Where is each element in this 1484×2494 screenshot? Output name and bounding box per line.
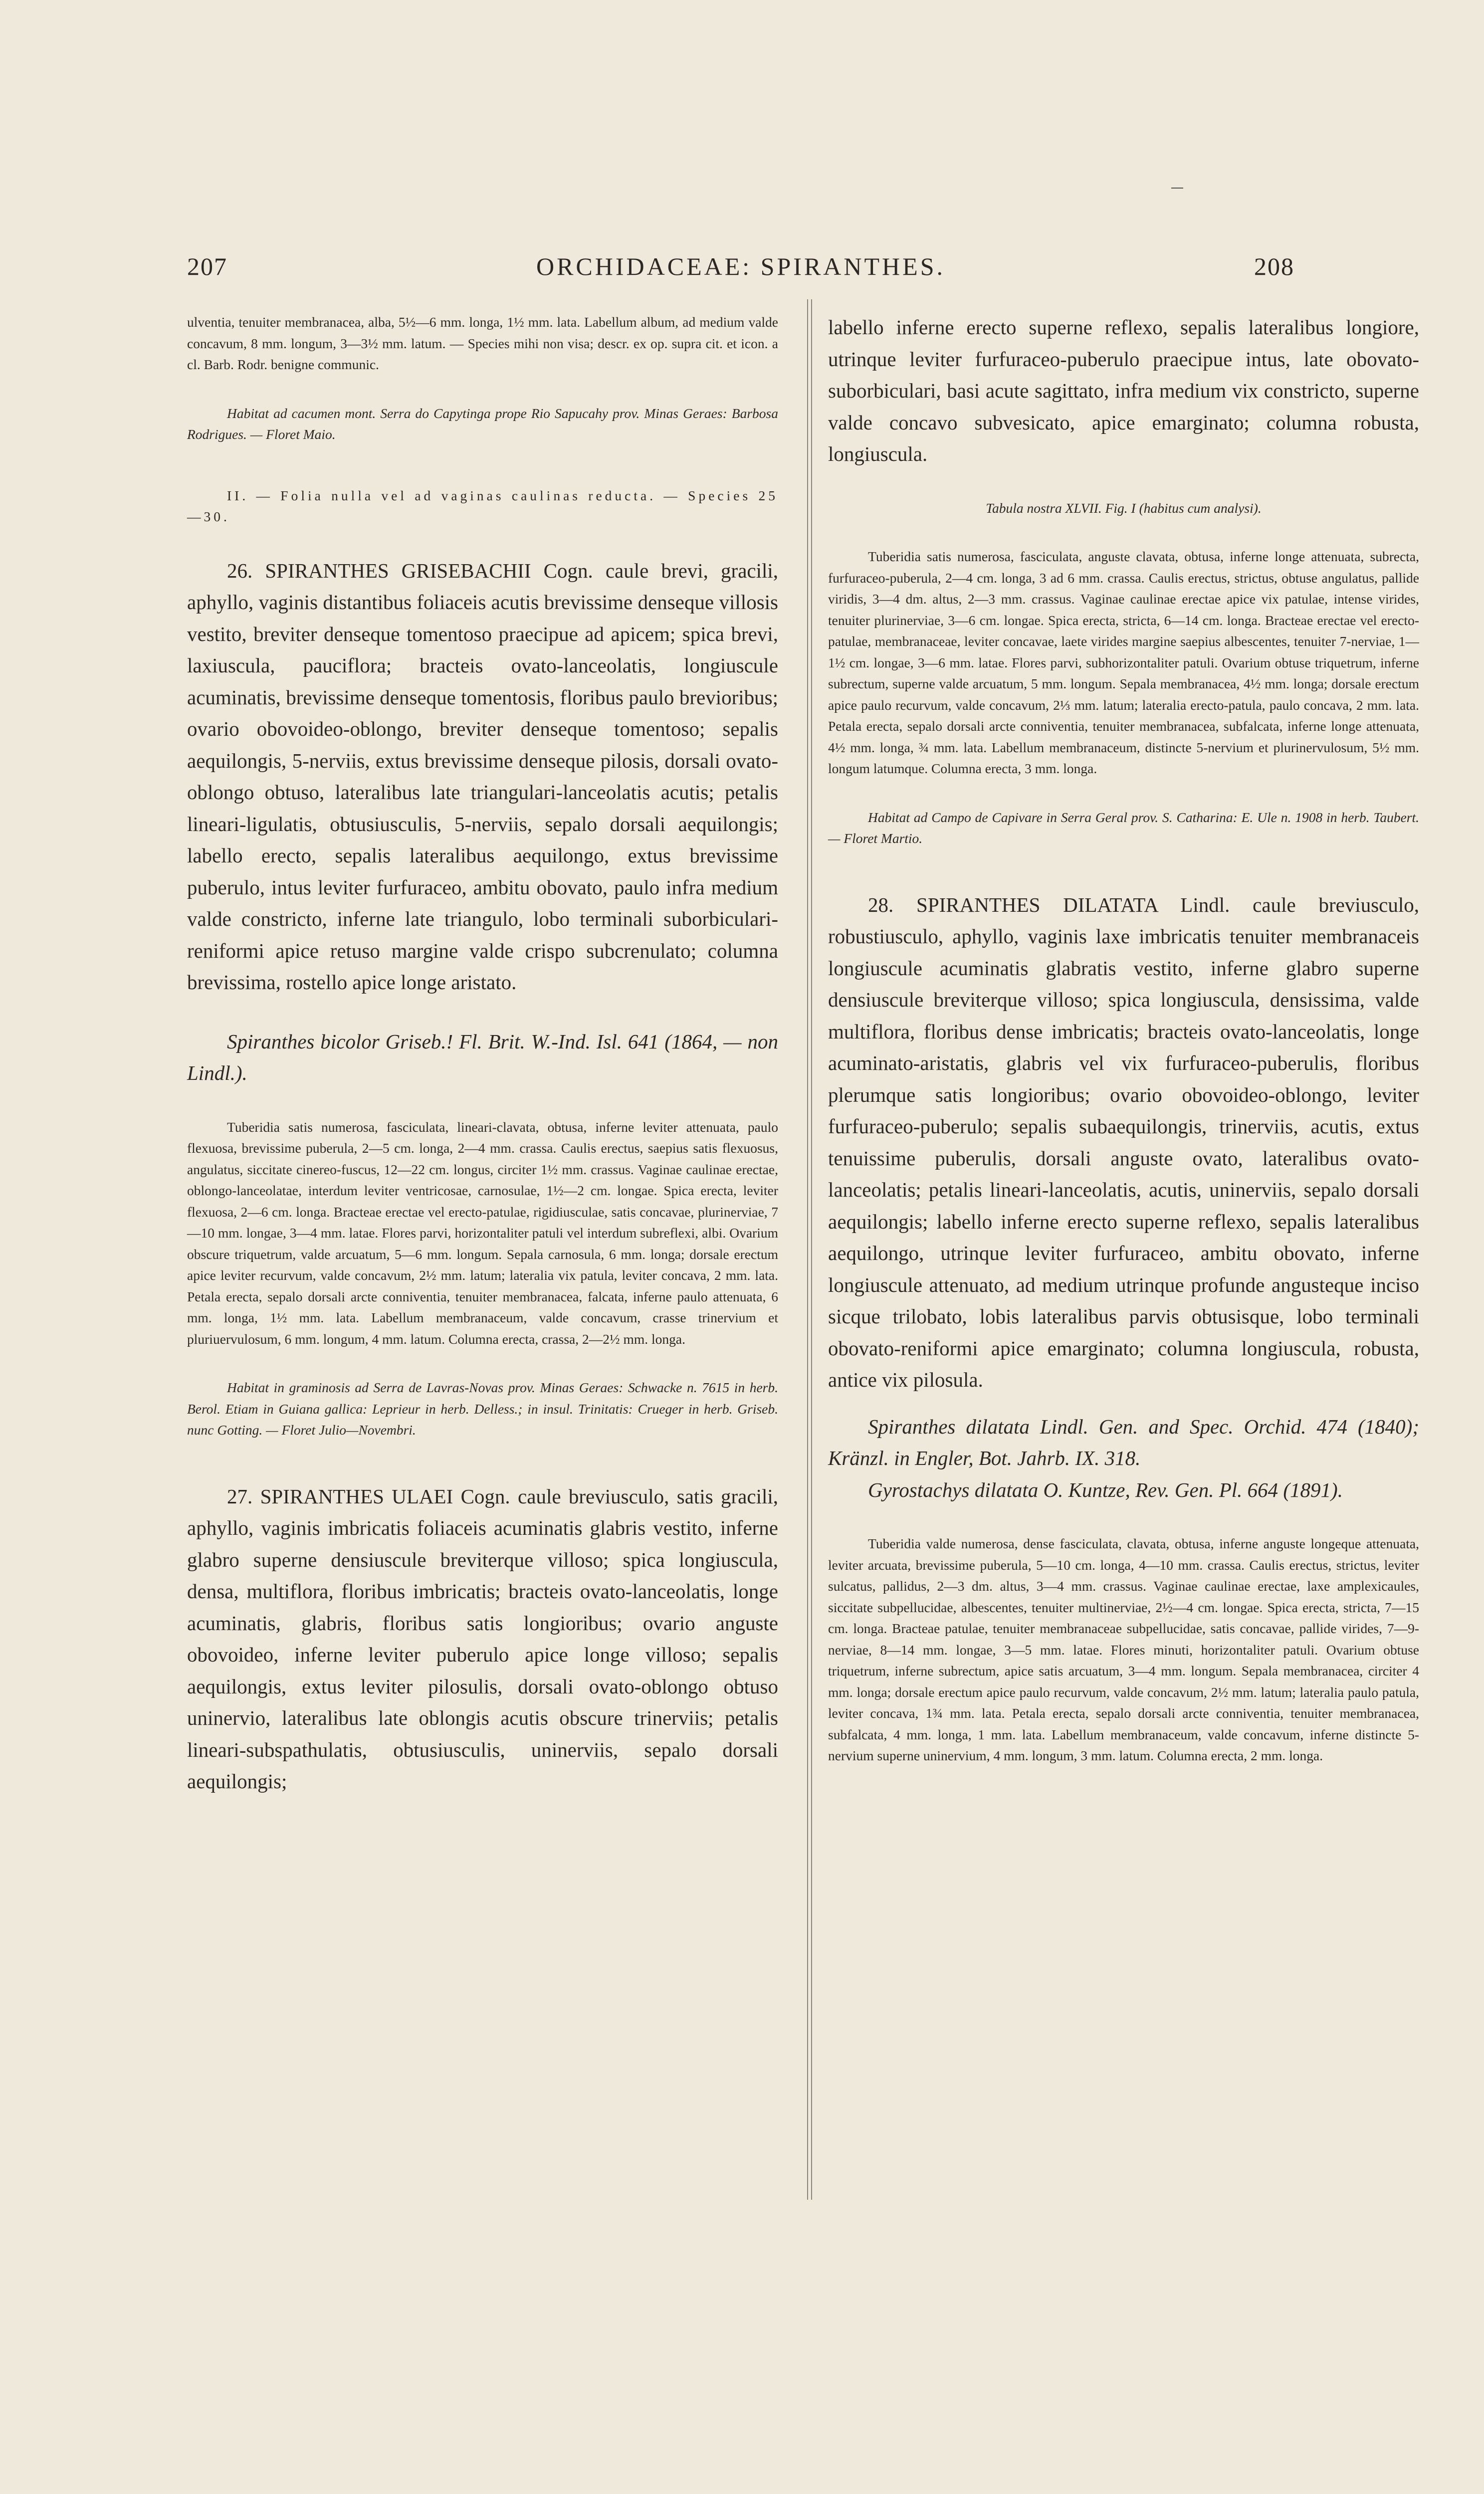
- column-divider: [807, 299, 812, 2200]
- continued-description: ulventia, tenuiter membranacea, alba, 5½—6 mm. longa, 1½ mm. lata. Labellum album, ad medium valde concavum, 8 mm. longum, 3—3½ mm. latum. — Species mihi non visa; descr. ex op. supra cit. et icon. a cl. Barb. Rodr. benigne communic.: [187, 314, 778, 372]
- page-number-left: 207: [187, 252, 227, 280]
- habitat-note: Habitat ad cacumen mont. Serra do Capytinga prope Rio Sapucahy prov. Minas Geraes: Barbosa Rodrigues. — Floret Maio.: [187, 405, 778, 442]
- species-27-diagnosis: caule breviusculo, satis gracili, aphyllo, vaginis imbricatis foliaceis acuminatis glabris vestito, inferne glabro superne densiuscule breviterque villoso; spica longiuscula, densa, multiflora, floribus imbricatis; bracteis ovato-lanceolatis, longe acuminatis, glabris, floribus satis longioribus; ovario anguste obovoideo, inferne leviter puberulo apice longe villoso; sepalis aequilongis, extus leviter pilosulis, dorsali ovato-oblongo obtuso uninervio, lateralibus late oblongis acutis obscure trinerviis; petalis lineari-subspathulatis, obtusiusculis, uninerviis, sepalo dorsali aequilongis;: [187, 1484, 778, 1793]
- species-26-details: Tuberidia satis numerosa, fasciculata, lineari-clavata, obtusa, inferne leviter attenuata, paulo flexuosa, brevissime puberula, 2—5 cm. longa, 2—4 mm. crassa. Caulis erectus, saepius satis flexuosus, angulatus, siccitate cinereo-fuscus, 12—22 cm. longus, circiter 1½ mm. crassus. Vaginae caulinae erectae, oblongo-lanceolatae, interdum leviter ventricosae, carnosulae, 1½—2 cm. longae. Spica erecta, leviter flexuosa, 2—6 cm. longa. Bracteae erectae vel erecto-patulae, rigidiusculae, satis concavae, plurinerviae, 7—10 mm. longae, 3—4 mm. latae. Flores parvi, horizontaliter patuli vel interdum subreflexi, albi. Ovarium obscure triquetrum, valde arcuatum, 5—6 mm. longum. Sepala carnosula, 6 mm. longa; dorsale erectum apice leviter recurvum, valde concavum, 2½ mm. latum; lateralia vix patula, leviter concava, 2 mm. lata. Petala erecta, sepalo dorsali arcte conniventia, tenuiter membranacea, falcata, inferne paulo attenuata, 6 mm. longa, 1½ mm. lata. Labellum membranaceum, valde concavum, crasse trinervium et pluriuervulosum, 6 mm. longum, 4 mm. latum. Columna erecta, crassa, 2—2½ mm. longa.: [187, 1119, 778, 1347]
- species-27-title: 27. SPIRANTHES ULAEI Cogn.: [227, 1484, 510, 1508]
- species-26-synonym: Spiranthes bicolor Griseb.! Fl. Brit. W.-Ind. Isl. 641 (1864, — non Lindl.).: [187, 1030, 778, 1084]
- running-title: ORCHIDACEAE: SPIRANTHES.: [536, 252, 946, 280]
- species-28-entry: [828, 889, 1419, 1396]
- plate-reference: Tabula nostra XLVII. Fig. I (habitus cum analysi).: [986, 500, 1262, 516]
- page-number-right: 208: [1254, 252, 1294, 280]
- species-26-habitat: Habitat in graminosis ad Serra de Lavras-Novas prov. Minas Geraes: Schwacke n. 7615 in herb. Berol. Etiam in Guiana gallica: Leprieur in herb. Delless.; in insul. Trinitatis: Crueger in herb. Griseb. nunc Gotting. — Floret Julio—Novembri.: [187, 1380, 778, 1438]
- species-26-title: 26. SPIRANTHES GRISEBACHII Cogn.: [227, 559, 593, 582]
- species-28-synonym-2: Gyrostachys dilatata O. Kuntze, Rev. Gen. Pl. 664 (1891).: [868, 1478, 1343, 1501]
- top-dash-mark: [1171, 188, 1183, 189]
- species-27-details: Tuberidia satis numerosa, fasciculata, anguste clavata, obtusa, inferne longe attenuata, subrecta, furfuraceo-puberula, 2—4 cm. longa, 3 ad 6 mm. crassa. Caulis erectus, strictus, obtuse angulatus, pallide viridis, 3—4 dm. altus, 2—3 mm. crassus. Vaginae caulinae erectae apice vix patulae, intense virides, tenuiter plurinerviae, 3—6 cm. longae. Spica erecta, stricta, 6—14 cm. longa. Bracteae erectae vel erecto-patulae, membranaceae, leviter concavae, laete virides margine saepius albescentes, tenuiter 7-nerviae, 1—1½ cm. longae, 3—6 mm. latae. Flores parvi, subhorizontaliter patuli. Ovarium obtuse triquetrum, inferne subrectum, superne valde arcuatum, 5 mm. longum. Sepala membranacea, 4½ mm. longa; dorsale erectum apice paulo recurvum, valde concavum, 2⅓ mm. latum; lateralia erecto-patula, paulo concava, 2 mm. lata. Petala erecta, sepalo dorsali arcte conniventia, tenuiter membranacea, subfalcata, inferne longe attenuata, 4½ mm. longa, ¾ mm. lata. Labellum membranaceum, distincte 5-nervium et plurinervulosum, 5½ mm. longum latumque. Columna erecta, 3 mm. longa.: [828, 549, 1419, 776]
- continued-diagnosis: labello inferne erecto superne reflexo, sepalis lateralibus longiore, utrinque leviter furfuraceo-puberulo praecipue intus, late obovato-suborbiculari, basi acute sagittato, infra medium vix constricto, superne valde concavo subvesicato, apice emarginato; columna robusta, longiuscula.: [828, 316, 1419, 465]
- species-28-synonym-1: Spiranthes dilatata Lindl. Gen. and Spec. Orchid. 474 (1840); Kränzl. in Engler, Bot. Jahrb. IX. 318.: [828, 1415, 1419, 1469]
- species-28-details: Tuberidia valde numerosa, dense fasciculata, clavata, obtusa, inferne anguste longeque attenuata, leviter arcuata, brevissime puberula, 5—10 cm. longa, 4—10 mm. crassa. Caulis erectus, strictus, leviter sulcatus, pallidus, 2—3 dm. altus, 3—4 mm. crassus. Vaginae caulinae erectae, laxe amplexicaules, siccitate subpellucidae, albescentes, tenuiter multinerviae, 2½—4 cm. longae. Spica erecta, stricta, 7—15 cm. longa. Bracteae patulae, tenuiter membranaceae subpellucidae, satis concavae, pallide virides, 7—9-nerviae, 8—14 mm. longae, 3—5 mm. latae. Flores minuti, horizontaliter patuli. Ovarium obtuse triquetrum, inferne subrectum, apice satis arcuatum, 3—4 mm. longum. Sepala membranacea, circiter 4 mm. longa; dorsale erectum apice paulo recurvum, valde concavum, 2½ mm. latum; lateralia paulo patula, leviter concava, 1¾ mm. lata. Petala erecta, sepalo dorsali arcte conniventia, tenuiter membranacea, subfalcata, 4 mm. longa, 1 mm. lata. Labellum membranaceum, valde concavum, inferne distincte 5-nervium superne uninervium, 4 mm. longum, 3 mm. latum. Columna erecta, 2 mm. longa.: [828, 1536, 1419, 1763]
- section-heading: II. — Folia nulla vel ad vaginas caulinas reducta. — Species 25—30.: [187, 487, 778, 524]
- right-column: [828, 312, 1419, 1767]
- species-28-diagnosis: caule breviusculo, robustiusculo, aphyllo, vaginis laxe imbricatis tenuiter membranaceis longiuscule acuminatis glabratis vestito, inferne glabro superne densiuscule breviterque villoso; spica longiuscula, densissima, valde multiflora, floribus dense imbricatis; bracteis ovato-lanceolatis, longe acuminato-aristatis, glabris vel vix furfuraceo-puberulis, floribus plerumque satis longioribus; ovario obovoideo-oblongo, leviter furfuraceo-puberulo; sepalis subaequilongis, trinerviis, acutis, extus tenuissime puberulis, dorsali anguste ovato, lateralibus ovato-lanceolatis; petalis lineari-lanceolatis, acutis, uninerviis, sepalo dorsali aequilongis; labello inferne erecto superne reflexo, sepalis lateralibus aequilongo, utrinque leviter furfuraceo, ambitu obovato, inferne longiuscule attenuato, ad medium utrinque profunde angusteque inciso sicque trilobato, lobis lateralibus parvis obtusisque, lobo terminali obovato-reniformi apice emarginato; columna longiuscula, robusta, antice vix pilosula.: [828, 893, 1419, 1391]
- species-27-habitat: Habitat ad Campo de Capivare in Serra Geral prov. S. Catharina: E. Ule n. 1908 in herb. Taubert. — Floret Martio.: [828, 809, 1419, 846]
- page-header: [187, 252, 1294, 292]
- species-27-entry: [187, 1481, 778, 1798]
- left-column: [187, 312, 778, 1798]
- species-26-diagnosis: caule brevi, gracili, aphyllo, vaginis distantibus foliaceis acutis brevissime denseque villosis vestito, breviter denseque tomentoso praecipue ad apicem; spica brevi, laxiuscula, pauciflora; bracteis ovato-lanceolatis, longiuscule acuminatis, brevissime denseque tomentosis, floribus paulo brevioribus; ovario obovoideo-oblongo, breviter denseque tomentoso; sepalis aequilongis, 5-nerviis, extus brevissime denseque pilosis, dorsali ovato-oblongo obtuso, lateralibus late triangulari-lanceolatis acutis; petalis lineari-ligulatis, obtusiusculis, 5-nerviis, sepalo dorsali aequilongis; labello erecto, sepalis lateralibus aequilongo, extus brevissime puberulo, intus leviter furfuraceo, ambitu obovato, paulo infra medium valde constricto, inferne late triangulo, lobo terminali suborbiculari-reniformi apice retuso margine valde crispo subcrenulato; columna brevissima, rostello apice longe aristato.: [187, 559, 779, 994]
- species-28-title: 28. SPIRANTHES DILATATA Lindl.: [868, 893, 1230, 916]
- species-26-entry: [187, 555, 778, 999]
